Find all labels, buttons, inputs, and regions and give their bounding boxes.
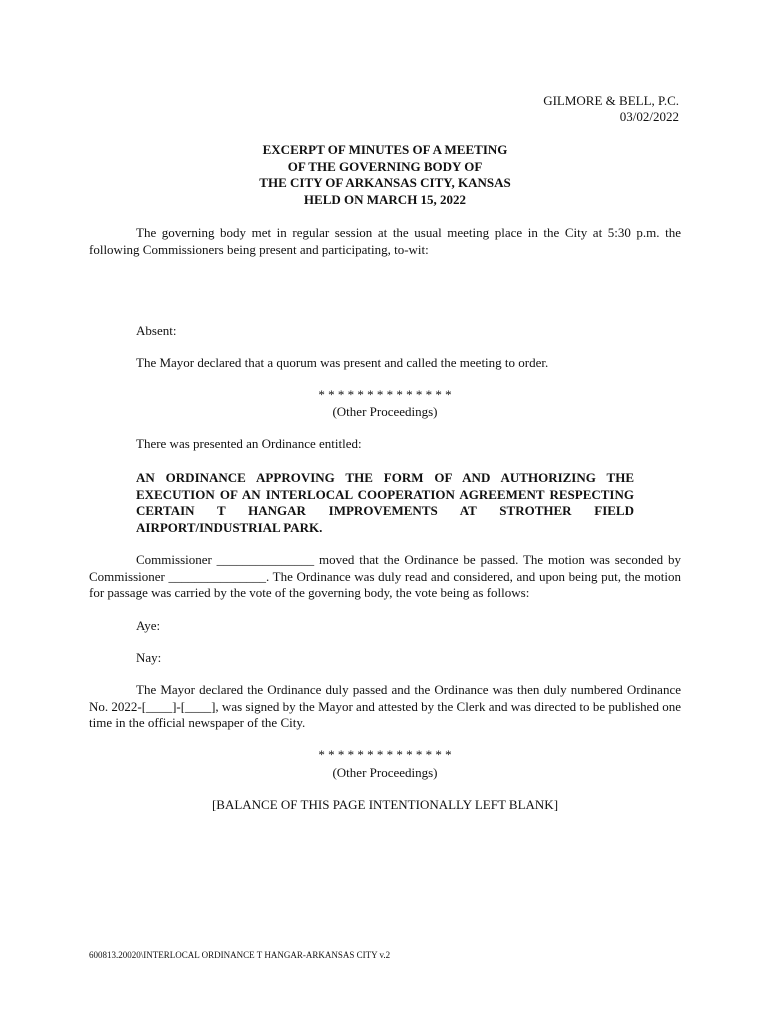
other-proceedings-2: (Other Proceedings)	[332, 765, 438, 780]
motion-paragraph: Commissioner _______________ moved that the Ordinance be passed. The motion was seconded by Commissioner _______________. The Ordinance was duly read and considered, and upon being put, the motion for passage was carried by the vote of the governing body, the vote being as follows:	[89, 552, 681, 600]
ordinance-title: AN ORDINANCE APPROVING THE FORM OF AND AUTHORIZING THE EXECUTION OF AN INTERLOCAL COOPERATION AGREEMENT RESPECTING CERTAIN T HANGAR IMPROVEMENTS AT STROTHER FIELD AIRPORT/INDUSTRIAL PARK.	[136, 470, 634, 535]
title-line-1: EXCERPT OF MINUTES OF A MEETING	[262, 142, 508, 157]
other-proceedings-1: (Other Proceedings)	[332, 404, 438, 419]
footer-doc-id: 600813.20020\INTERLOCAL ORDINANCE T HANGAR-ARKANSAS CITY v.2	[89, 950, 391, 960]
balance-notice: [BALANCE OF THIS PAGE INTENTIONALLY LEFT BLANK]	[211, 797, 559, 812]
document-title	[0, 142, 770, 208]
firm-name: GILMORE & BELL, P.C.	[543, 93, 679, 108]
nay-label: Nay:	[136, 650, 162, 665]
presented-paragraph: There was presented an Ordinance entitled:	[136, 436, 362, 451]
title-line-2: OF THE GOVERNING BODY OF	[287, 158, 483, 174]
declared-paragraph: The Mayor declared the Ordinance duly passed and the Ordinance was then duly numbered Ordinance No. 2022-[____]-[____], was signed by the Mayor and attested by the Clerk and was directed to be published one time in the official newspaper of the City.	[89, 682, 681, 730]
title-line-4: HELD ON MARCH 15, 2022	[303, 191, 467, 207]
header-block	[543, 93, 679, 125]
separator-stars-2: * * * * * * * * * * * * * *	[318, 747, 452, 762]
title-line-3: THE CITY OF ARKANSAS CITY, KANSAS	[259, 175, 511, 190]
quorum-paragraph: The Mayor declared that a quorum was present and called the meeting to order.	[136, 355, 549, 370]
separator-stars-1: * * * * * * * * * * * * * *	[318, 387, 452, 402]
aye-label: Aye:	[136, 618, 161, 633]
absent-label: Absent:	[136, 323, 177, 338]
intro-paragraph: The governing body met in regular session at the usual meeting place in the City at 5:30 p.m. the following Commissioners being present and participating, to-wit:	[89, 225, 681, 257]
header-date: 03/02/2022	[619, 109, 679, 124]
